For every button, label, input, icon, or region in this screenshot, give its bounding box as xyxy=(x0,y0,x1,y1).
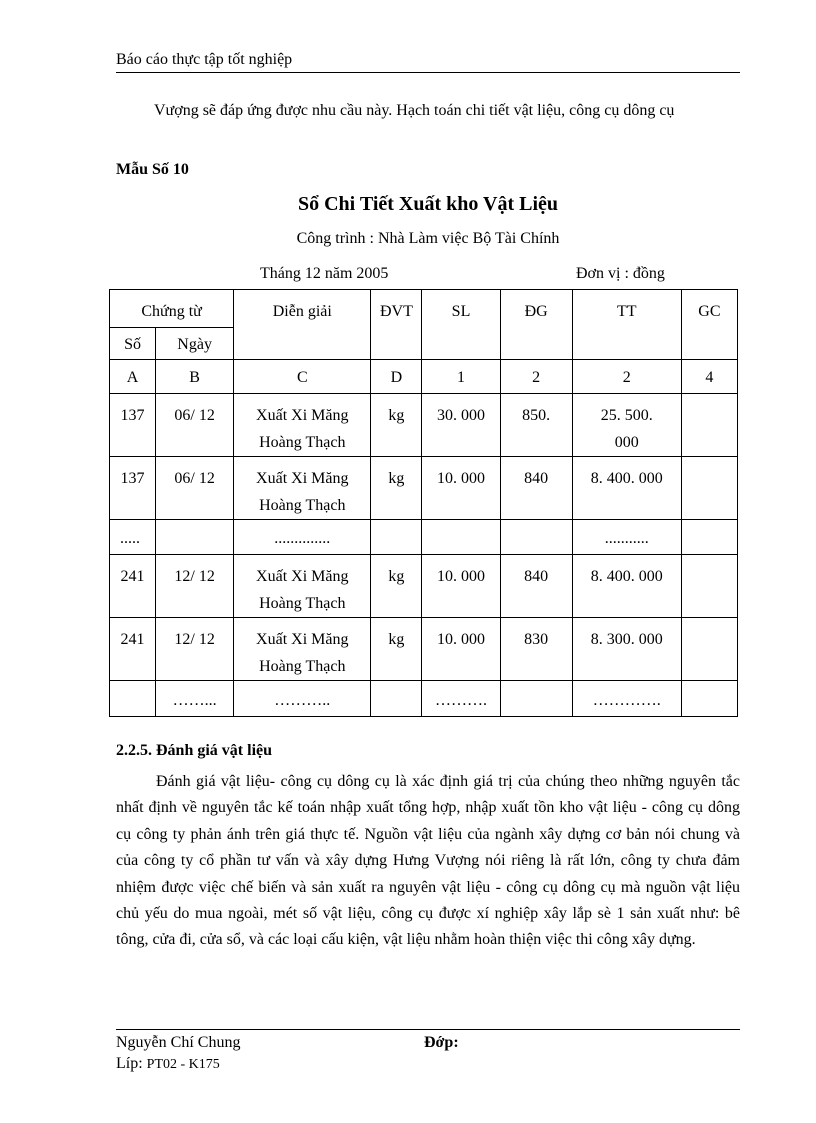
row-description: ……….. xyxy=(234,681,371,717)
row-date: 06/ 12 xyxy=(156,394,234,457)
project-name: Công trình : Nhà Làm việc Bộ Tài Chính xyxy=(296,230,560,247)
row-total: 8. 400. 000 xyxy=(572,457,681,520)
footer-class-label: Líp: xyxy=(116,1055,143,1072)
row-qty: 10. 000 xyxy=(422,555,500,618)
row-date: 12/ 12 xyxy=(156,618,234,681)
row-note xyxy=(681,457,737,520)
row-qty: 10. 000 xyxy=(422,618,500,681)
footer-author: Nguyễn Chí Chung xyxy=(116,1034,241,1051)
row-description: Xuất Xi Măng Hoàng Thạch xyxy=(234,618,371,681)
footer-divider xyxy=(116,1029,740,1030)
table-row xyxy=(110,618,738,681)
row-description: .............. xyxy=(234,520,371,555)
row-qty: 30. 000 xyxy=(422,394,500,457)
row-uom: kg xyxy=(371,457,422,520)
header-qty: SL xyxy=(422,290,500,360)
code-cell: C xyxy=(234,360,371,394)
footer-sign-label: Đớp: xyxy=(424,1034,459,1051)
row-uom xyxy=(371,681,422,717)
row-note xyxy=(681,681,737,717)
row-uom xyxy=(371,520,422,555)
row-description: Xuất Xi Măng Hoàng Thạch xyxy=(234,555,371,618)
row-price: 840 xyxy=(500,555,572,618)
header-date: Ngày xyxy=(156,328,234,360)
row-number: ..... xyxy=(110,520,156,555)
row-total: 25. 500. 000 xyxy=(572,394,681,457)
header-total: TT xyxy=(572,290,681,360)
header-note: GC xyxy=(681,290,737,360)
row-uom: kg xyxy=(371,394,422,457)
row-note xyxy=(681,618,737,681)
header-number: Số xyxy=(110,328,156,360)
row-qty xyxy=(422,520,500,555)
header-uom: ĐVT xyxy=(371,290,422,360)
row-price: 840 xyxy=(500,457,572,520)
header-price: ĐG xyxy=(500,290,572,360)
ledger-period: Tháng 12 năm 2005 xyxy=(260,265,389,282)
row-date: ……... xyxy=(156,681,234,717)
table-row xyxy=(110,681,738,717)
form-label: Mẫu Số 10 xyxy=(116,161,189,178)
section-heading: 2.2.5. Đánh giá vật liệu xyxy=(116,742,273,759)
row-uom: kg xyxy=(371,618,422,681)
row-date xyxy=(156,520,234,555)
row-price xyxy=(500,520,572,555)
table-row xyxy=(110,520,738,555)
row-uom: kg xyxy=(371,555,422,618)
code-cell: 4 xyxy=(681,360,737,394)
table-row xyxy=(110,555,738,618)
code-cell: 2 xyxy=(572,360,681,394)
row-description: Xuất Xi Măng Hoàng Thạch xyxy=(234,394,371,457)
footer-class xyxy=(116,1055,220,1073)
row-total: ........... xyxy=(572,520,681,555)
code-cell: D xyxy=(371,360,422,394)
row-qty: 10. 000 xyxy=(422,457,500,520)
row-total: 8. 400. 000 xyxy=(572,555,681,618)
code-cell: 1 xyxy=(422,360,500,394)
row-note xyxy=(681,394,737,457)
page-header: Báo cáo thực tập tốt nghiệp xyxy=(116,51,293,68)
ledger-title: Sổ Chi Tiết Xuất kho Vật Liệu xyxy=(297,193,559,215)
header-divider xyxy=(116,72,740,73)
code-cell: A xyxy=(110,360,156,394)
section-paragraph: Đánh giá vật liệu- công cụ dông cụ là xác định giá trị của chúng theo những nguyên tắc nhất định về nguyên tắc kế toán nhập xuất tổng hợp, nhập xuất tồn kho vật liệu - công cụ dông cụ công ty phản ánh trên giá thực tế. Nguồn vật liệu của ngành xây dựng cơ bản nói chung và của công ty cổ phần tư vấn và xây dựng Hưng Vượng nói riêng là rất lớn, công ty chưa đảm nhiệm được việc chế biến và sản xuất ra nguyên vật liệu - công cụ dông cụ mà nguồn vật liệu chủ yếu do mua ngoài, mét số vật liệu, công cụ được xí nghiệp xây lắp sè 1 sản xuất như: bê tông, cửa đi, cửa sổ, và các loại cấu kiện, vật liệu nhằm hoàn thiện việc thi công xây dựng. xyxy=(116,773,740,949)
row-number xyxy=(110,681,156,717)
row-total: 8. 300. 000 xyxy=(572,618,681,681)
row-date: 06/ 12 xyxy=(156,457,234,520)
code-cell: 2 xyxy=(500,360,572,394)
footer-class-value: PT02 - K175 xyxy=(146,1057,220,1072)
row-total: …………. xyxy=(572,681,681,717)
table-row xyxy=(110,394,738,457)
table-row xyxy=(110,457,738,520)
row-price: 830 xyxy=(500,618,572,681)
row-number: 241 xyxy=(110,618,156,681)
intro-paragraph: Vượng sẽ đáp ứng được nhu cầu này. Hạch toán chi tiết vật liệu, công cụ dông cụ xyxy=(154,102,675,119)
currency-unit: Đơn vị : đồng xyxy=(576,265,665,282)
row-qty: ………. xyxy=(422,681,500,717)
ledger-table xyxy=(109,289,738,717)
header-description: Diễn giải xyxy=(234,290,371,360)
header-voucher: Chứng từ xyxy=(110,290,234,328)
row-note xyxy=(681,555,737,618)
row-price xyxy=(500,681,572,717)
row-date: 12/ 12 xyxy=(156,555,234,618)
code-cell: B xyxy=(156,360,234,394)
row-number: 137 xyxy=(110,457,156,520)
row-note xyxy=(681,520,737,555)
row-price: 850. xyxy=(500,394,572,457)
row-number: 137 xyxy=(110,394,156,457)
row-description: Xuất Xi Măng Hoàng Thạch xyxy=(234,457,371,520)
row-number: 241 xyxy=(110,555,156,618)
